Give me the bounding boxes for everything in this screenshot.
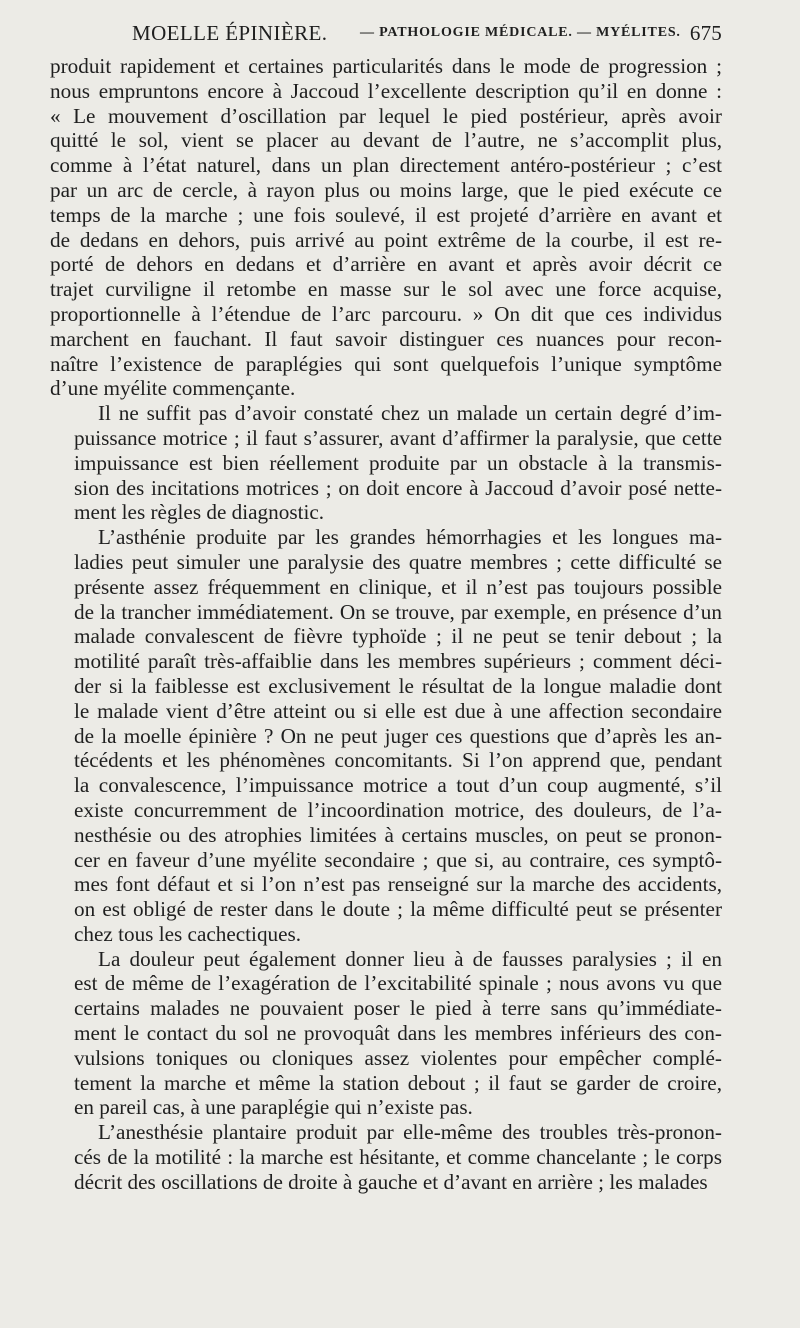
- paragraph: [50, 401, 722, 525]
- text-line: técédents et les phénomènes concomitants. Si l’on apprend que, pendant: [74, 748, 722, 773]
- text-line: sion des incitations motrices ; on doit encore à Jaccoud d’avoir posé nette-: [74, 475, 722, 500]
- text-line: der si la faiblesse est exclusivement le résultat de la longue maladie dont: [74, 673, 722, 698]
- paragraph: [50, 1120, 722, 1194]
- text-line: cer en faveur d’une myélite secondaire ; que si, au contraire, ces symptô-: [74, 847, 722, 872]
- text-line: de la moelle épinière ? On ne peut juger ces questions que d’après les an-: [74, 723, 722, 748]
- text-line: ment les règles de diagnostic.: [74, 500, 325, 525]
- paragraph: [50, 54, 722, 401]
- text-line: de la trancher immédiatement. On se trouve, par exemple, en présence d’un: [74, 599, 722, 624]
- text-line: proportionnelle à l’étendue de l’arc parcouru. » On dit que ces individus: [50, 301, 722, 326]
- text-line: comme à l’état naturel, dans un plan directement antéro-postérieur ; c’est: [50, 153, 722, 178]
- text-line: ment le contact du sol ne provoquât dans les membres inférieurs des con-: [74, 1021, 722, 1046]
- text-line: L’anesthésie plantaire produit par elle-même des troubles très-pronon-: [98, 1120, 722, 1145]
- text-line: produit rapidement et certaines particularités dans le mode de progression ;: [50, 54, 722, 78]
- text-line: existe concurremment de l’incoordination motrice, des douleurs, de l’a-: [74, 797, 722, 822]
- text-line: le malade vient d’être atteint ou si elle est due à une affection secondaire: [74, 698, 722, 723]
- paragraph: [50, 947, 722, 1121]
- running-head-section: — PATHOLOGIE MÉDICALE. — MYÉLITES.: [360, 25, 681, 40]
- text-line: quitté le sol, vient se placer au devant de l’autre, ne s’accomplit plus,: [50, 128, 722, 153]
- paragraph: [50, 525, 722, 947]
- text-line: nesthésie ou des atrophies limitées à certains muscles, on peut se pronon-: [74, 822, 722, 847]
- text-line: la convalescence, l’impuissance motrice a tout d’un coup augmenté, s’il: [74, 773, 722, 798]
- text-line: cés de la motilité : la marche est hésitante, et comme chancelante ; le corps: [74, 1145, 722, 1170]
- text-line: par un arc de cercle, à rayon plus ou moins large, que le pied exécute ce: [50, 177, 722, 202]
- text-line: certains malades ne pouvaient poser le pied à terre sans qu’immédiate-: [74, 996, 722, 1021]
- text-line: d’une myélite commençante.: [50, 376, 296, 401]
- text-line: La douleur peut également donner lieu à de fausses paralysies ; il en: [98, 946, 722, 971]
- text-line: ladies peut simuler une paralysie des quatre membres ; cette difficulté se: [74, 549, 722, 574]
- text-line: vulsions toniques ou cloniques assez violentes pour empêcher complé-: [74, 1045, 722, 1070]
- text-line: L’asthénie produite par les grandes hémorrhagies et les longues ma-: [98, 525, 722, 550]
- text-line: on est obligé de rester dans le doute ; la même difficulté peut se présenter: [74, 897, 722, 922]
- text-line: motilité paraît très-affaiblie dans les membres supérieurs ; comment déci-: [74, 649, 722, 674]
- text-line: trajet curviligne il retombe en masse sur le sol avec une force acquise,: [50, 277, 722, 302]
- text-line: tement la marche et même la station debout ; il faut se garder de croire,: [74, 1070, 722, 1095]
- running-head-title: MOELLE ÉPINIÈRE.: [132, 21, 328, 45]
- text-line: chez tous les cachectiques.: [74, 921, 302, 946]
- text-line: décrit des oscillations de droite à gauche et d’avant en arrière ; les malades: [74, 1169, 708, 1194]
- running-head: [50, 18, 722, 48]
- text-line: porté de dehors en dedans et d’arrière en avant et après avoir décrit ce: [50, 252, 722, 277]
- text-line: « Le mouvement d’oscillation par lequel le pied postérieur, après avoir: [50, 103, 722, 128]
- body-text: [50, 54, 722, 1195]
- text-line: Il ne suffit pas d’avoir constaté chez un malade un certain degré d’im-: [98, 401, 722, 426]
- text-line: est de même de l’exagération de l’excitabilité spinale ; nous avons vu que: [74, 971, 722, 996]
- text-line: impuissance est bien réellement produite par un obstacle à la transmis-: [74, 450, 722, 475]
- text-line: naître l’existence de paraplégies qui sont quelquefois l’unique symptôme: [50, 351, 722, 376]
- text-line: présente assez fréquemment en clinique, et il n’est pas toujours possible: [74, 574, 722, 599]
- text-line: malade convalescent de fièvre typhoïde ; il ne peut se tenir debout ; la: [74, 624, 722, 649]
- text-line: temps de la marche ; une fois soulevé, il est projeté d’arrière en avant et: [50, 202, 722, 227]
- text-line: puissance motrice ; il faut s’assurer, avant d’affirmer la paralysie, que cette: [74, 425, 722, 450]
- text-line: nous empruntons encore à Jaccoud l’excellente description qu’il en donne :: [50, 78, 722, 103]
- text-line: en pareil cas, à une paraplégie qui n’existe pas.: [74, 1095, 473, 1120]
- page-number: 675: [689, 21, 722, 45]
- text-line: de dedans en dehors, puis arrivé au point extrême de la courbe, il est re-: [50, 227, 722, 252]
- text-line: mes font défaut et si l’on n’est pas renseigné sur la marche des accidents,: [74, 872, 722, 897]
- text-line: marchent en fauchant. Il faut savoir distinguer ces nuances pour recon-: [50, 326, 722, 351]
